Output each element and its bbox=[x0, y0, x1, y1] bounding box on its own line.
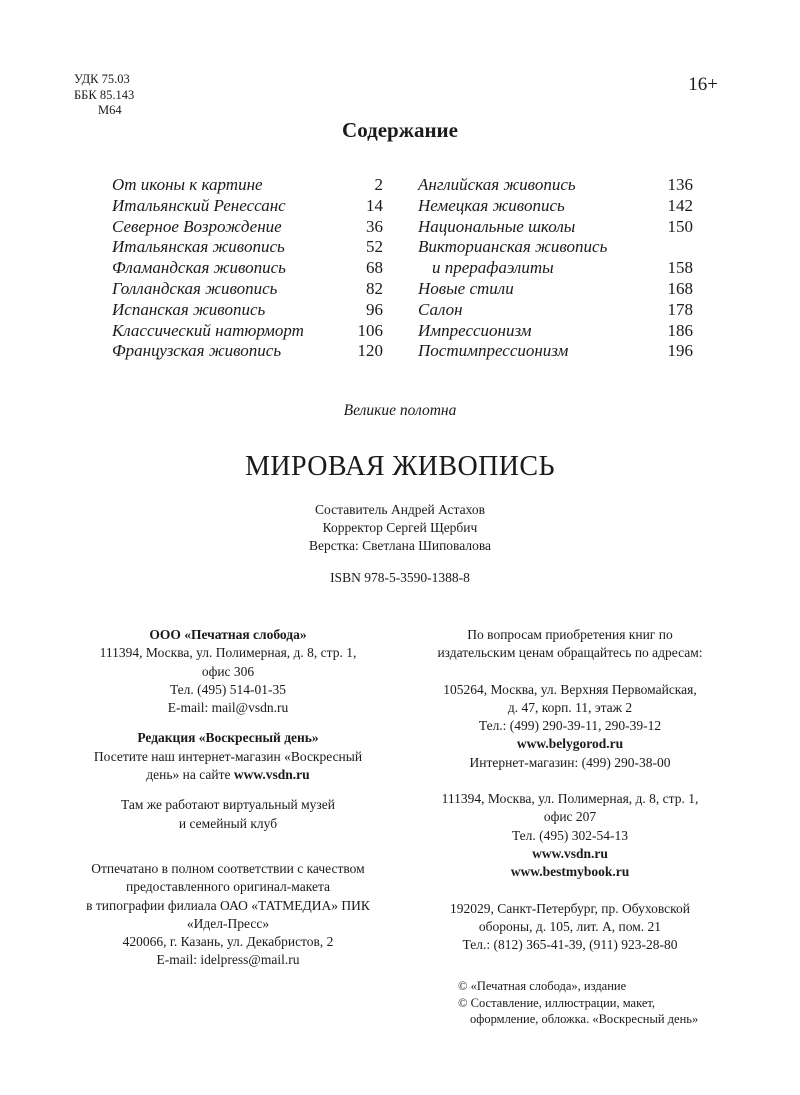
address-phone: Тел.: (812) 365-41-39, (911) 923-28-80 bbox=[462, 937, 678, 953]
toc-entry-page: 14 bbox=[366, 195, 383, 215]
toc-entry bbox=[112, 279, 383, 300]
corrector-credit: Корректор Сергей Щербич bbox=[322, 520, 478, 535]
toc-entry bbox=[112, 196, 383, 217]
editorial-line: Посетите наш интернет-магазин «Воскресный bbox=[93, 748, 363, 764]
toc-entry-title: Викторианская живопись bbox=[418, 237, 608, 257]
publisher-address-line: 111394, Москва, ул. Полимерная, д. 8, стр. 1, bbox=[99, 645, 357, 661]
toc-entry-page: 168 bbox=[667, 278, 693, 298]
age-rating: 16+ bbox=[688, 74, 718, 95]
purchase-block bbox=[400, 626, 740, 954]
toc-entry-title: Французская живопись bbox=[112, 341, 282, 361]
toc-entry-page: 158 bbox=[667, 258, 693, 278]
toc-entry bbox=[112, 258, 383, 279]
toc-entry-title: Классический натюрморт bbox=[112, 320, 304, 340]
toc-entry-title: Итальянский Ренессанс bbox=[112, 195, 286, 215]
toc-entry-page: 96 bbox=[366, 299, 383, 319]
layout-credit: Верстка: Светлана Шиповалова bbox=[308, 538, 492, 553]
site-link[interactable]: www.vsdn.ru bbox=[532, 845, 608, 861]
site-link[interactable]: www.belygorod.ru bbox=[516, 736, 624, 752]
address-line: обороны, д. 105, лит. А, пом. 21 bbox=[478, 918, 662, 934]
toc-entry-title: Английская живопись bbox=[418, 175, 576, 194]
toc-entry-page: 82 bbox=[366, 278, 383, 298]
museum-line: Там же работают виртуальный музей bbox=[121, 797, 335, 813]
toc-left-column bbox=[112, 175, 383, 362]
toc-entry bbox=[418, 321, 693, 342]
toc-entry-title: Голландская живопись bbox=[112, 278, 278, 298]
toc-entry-page: 120 bbox=[357, 341, 383, 361]
publisher-email: E-mail: mail@vsdn.ru bbox=[167, 700, 289, 716]
toc-entry-page: 52 bbox=[366, 237, 383, 257]
publisher-name: ООО «Печатная слобода» bbox=[149, 627, 307, 642]
toc-entry bbox=[112, 341, 383, 362]
toc-entry bbox=[112, 175, 383, 196]
printing-line: Отпечатано в полном соответствии с качеством bbox=[91, 861, 365, 876]
copyright-line: © «Печатная слобода», издание bbox=[458, 979, 627, 993]
toc-entry bbox=[112, 321, 383, 342]
publisher-block bbox=[55, 626, 401, 833]
toc-right-column bbox=[418, 175, 693, 362]
printing-line: предоставленного оригинал-макета bbox=[125, 879, 330, 895]
toc-title: Содержание bbox=[342, 118, 458, 142]
toc-entry-page: 150 bbox=[667, 216, 693, 236]
toc-entry bbox=[112, 237, 383, 258]
toc-entry-page: 196 bbox=[667, 341, 693, 361]
copyright-block bbox=[458, 978, 698, 1028]
credits bbox=[0, 501, 800, 555]
purchase-intro: По вопросам приобретения книг по bbox=[467, 627, 673, 642]
toc-entry-page: 186 bbox=[667, 320, 693, 340]
toc-entry-title: Постимпрессионизм bbox=[418, 341, 569, 361]
editorial-name: Редакция «Воскресный день» bbox=[137, 730, 319, 746]
toc-entry-page: 136 bbox=[667, 175, 693, 194]
toc-entry bbox=[418, 258, 693, 279]
toc-entry bbox=[112, 300, 383, 321]
toc-entry-title: Немецкая живопись bbox=[418, 195, 565, 215]
isbn: ISBN 978-5-3590-1388-8 bbox=[330, 570, 470, 585]
series-name: Великие полотна bbox=[343, 402, 457, 419]
printing-line: в типографии филиала ОАО «ТАТМЕДИА» ПИК bbox=[86, 897, 370, 913]
classification-codes bbox=[74, 72, 134, 119]
editorial-line bbox=[55, 766, 401, 784]
toc-entry bbox=[418, 175, 693, 196]
printing-line: «Идел-Пресс» bbox=[186, 915, 270, 931]
address-line: д. 47, корп. 11, этаж 2 bbox=[507, 699, 633, 715]
editorial-site-link[interactable]: www.vsdn.ru bbox=[233, 767, 310, 783]
shop-phone: Интернет-магазин: (499) 290-38-00 bbox=[469, 754, 671, 770]
udk-code: УДК 75.03 bbox=[74, 72, 130, 86]
toc-entry-page: 68 bbox=[366, 258, 383, 278]
toc-entry bbox=[418, 217, 693, 238]
printing-line: 420066, г. Казань, ул. Декабристов, 2 bbox=[122, 934, 334, 950]
toc-entry-title: Северное Возрождение bbox=[112, 216, 282, 236]
toc-entry bbox=[418, 237, 693, 258]
toc-entry-page: 142 bbox=[667, 195, 693, 215]
toc-entry-title: Новые стили bbox=[418, 278, 514, 298]
address-phone: Тел. (495) 302-54-13 bbox=[511, 827, 629, 843]
address-line: 111394, Москва, ул. Полимерная, д. 8, стр. 1, bbox=[441, 791, 699, 807]
toc-entry bbox=[418, 279, 693, 300]
purchase-intro: издательским ценам обращайтесь по адресам: bbox=[437, 645, 703, 661]
author-mark: М64 bbox=[98, 103, 122, 117]
toc-entry-title: От иконы к картине bbox=[112, 175, 263, 194]
site-link[interactable]: www.bestmybook.ru bbox=[510, 864, 630, 880]
museum-line: и семейный клуб bbox=[178, 815, 278, 831]
toc-entry-title: Фламандская живопись bbox=[112, 258, 286, 278]
toc-entry-page: 106 bbox=[357, 320, 383, 340]
toc-entry-title: Испанская живопись bbox=[112, 299, 266, 319]
bbk-code: ББК 85.143 bbox=[74, 87, 135, 102]
publisher-phone: Тел. (495) 514-01-35 bbox=[169, 681, 287, 697]
toc-entry-title: Национальные школы bbox=[418, 216, 576, 236]
address-phone: Тел.: (499) 290-39-11, 290-39-12 bbox=[478, 718, 662, 734]
address-line: офис 207 bbox=[543, 809, 597, 825]
toc-entry-title: Итальянская живопись bbox=[112, 237, 285, 257]
toc-entry bbox=[418, 300, 693, 321]
editorial-text: день» на сайте bbox=[146, 767, 234, 783]
copyright-line: оформление, обложка. «Воскресный день» bbox=[470, 1012, 699, 1026]
compiler-credit: Составитель Андрей Астахов bbox=[315, 502, 485, 517]
address-line: 105264, Москва, ул. Верхняя Первомайская, bbox=[443, 681, 697, 697]
toc-entry bbox=[418, 196, 693, 217]
address-line: 192029, Санкт-Петербург, пр. Обуховской bbox=[450, 900, 690, 916]
toc-entry bbox=[112, 217, 383, 238]
toc-entry bbox=[418, 341, 693, 362]
printing-email: E-mail: idelpress@mail.ru bbox=[156, 952, 300, 968]
toc-entry-title: и прерафаэлиты bbox=[432, 258, 554, 278]
toc-entry-title: Импрессионизм bbox=[418, 320, 532, 340]
toc-entry-page: 36 bbox=[366, 216, 383, 236]
publisher-address-line: офис 306 bbox=[201, 663, 255, 679]
copyright-line: © Составление, иллюстрации, макет, bbox=[458, 995, 656, 1010]
toc-entry-page: 2 bbox=[374, 175, 383, 194]
printing-block bbox=[55, 860, 401, 970]
toc-entry-page: 178 bbox=[667, 299, 693, 319]
book-title: МИРОВАЯ ЖИВОПИСЬ bbox=[245, 451, 555, 482]
toc-entry-title: Салон bbox=[418, 299, 463, 319]
